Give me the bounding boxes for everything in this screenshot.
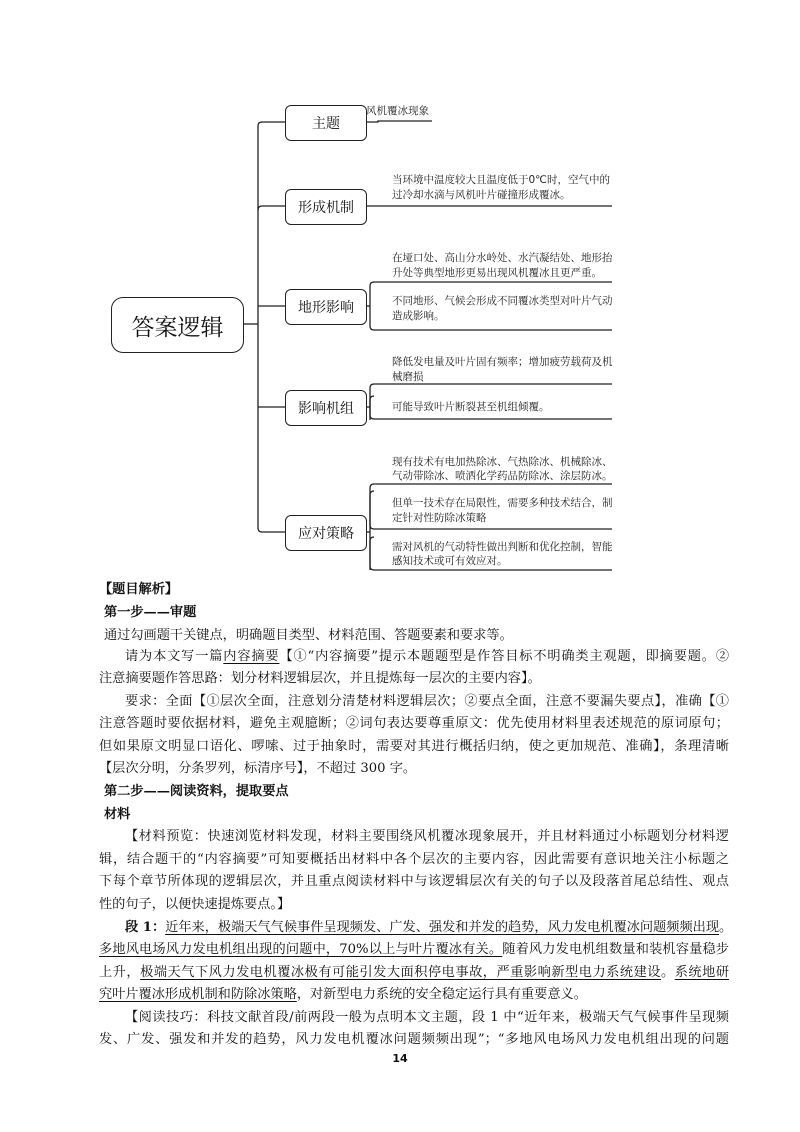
leaf-terrain-a1: 在垭口处、高山分水岭处、水汽凝结处、地形抬 bbox=[392, 252, 613, 264]
leaf-strategy-b1: 但单一技术存在局限性，需要多种技术结合，制 bbox=[392, 497, 613, 509]
paragraph-3-line-4: 【层次分明，分条罗列，标清序号】，不超过 300 字。 bbox=[99, 761, 417, 776]
leaf-terrain-b1: 不同地形、气候会形成不同覆冰类型对叶片气动 bbox=[392, 295, 613, 307]
paragraph-4-line-2: 辑，结合题干的“内容摘要”可知要概括出材料中各个层次的主要内容，因此需要有意识地关注小标题之 bbox=[99, 852, 729, 867]
paragraph-4-line-4: 性的句子，以便快速提炼要点。】 bbox=[99, 897, 291, 912]
key-term-content-summary: 内容摘要 bbox=[223, 649, 280, 664]
node-strategy: 应对策略 bbox=[285, 515, 367, 551]
leaf-strategy-c2: 感知技术或可有效应对。 bbox=[392, 555, 508, 567]
node-unit-impact: 影响机组 bbox=[285, 390, 367, 426]
leaf-terrain-a2: 升处等典型地形更易出现风机覆冰且更严重。 bbox=[392, 267, 602, 279]
paragraph-3-line-1: 要求：全面【①层次全面，注意划分清楚材料逻辑层次；②要点全面，注意不要漏失要点】，准确【① bbox=[125, 694, 729, 709]
leaf-strategy-c1: 需对风机的气动特性做出判断和优化控制，智能 bbox=[392, 541, 613, 553]
paragraph-1: 通过勾画题干关键点，明确题目类型、材料范围、答题要素和要求等。 bbox=[104, 628, 513, 643]
paragraph-2-line-2: 注意摘要题作答思路：划分材料逻辑层次，并且提炼每一层次的主要内容】。 bbox=[99, 671, 541, 686]
leaf-mechanism-1: 当环境中温度较大且温度低于0℃时，空气中的 bbox=[392, 174, 610, 186]
paragraph-2-line-1: 请为本文写一篇内容摘要【①“内容摘要”提示本题题型是作答目标不明确类主观题，即摘要题。② bbox=[125, 649, 730, 664]
leaf-topic: 风机覆冰现象 bbox=[366, 105, 429, 117]
step1-heading: 第一步——审题 bbox=[104, 605, 197, 620]
leaf-impact-b1: 可能导致叶片断裂甚至机组倾覆。 bbox=[392, 401, 550, 413]
leaf-strategy-a2: 气动带除冰、喷洒化学药品防除冰、涂层防冰。 bbox=[392, 470, 613, 482]
paragraph-5-line-2: 多地风电场风力发电机组出现的问题中，70%以上与叶片覆冰有关。随着风力发电机组数量和装机容量稳步 bbox=[99, 942, 729, 957]
node-formation-mechanism: 形成机制 bbox=[285, 189, 367, 225]
paragraph-3-line-3: 但如果原文明显口语化、啰嗦、过于抽象时，需要对其进行概括归纳，使之更加规范、准确】，条理清晰 bbox=[99, 739, 729, 754]
paragraph-5-line-4: 究叶片覆冰形成机制和防除冰策略，对新型电力系统的安全稳定运行具有重要意义。 bbox=[99, 987, 587, 1002]
mindmap-root: 答案逻辑 bbox=[111, 297, 244, 353]
paragraph-5-line-1: 段 1：近年来，极端天气气候事件呈现频发、广发、强发和并发的趋势，风力发电机覆冰问题频频出现。 bbox=[125, 920, 733, 935]
leaf-terrain-b2: 造成影响。 bbox=[392, 310, 445, 322]
paragraph-6-line-2: 发、广发、强发和并发的趋势，风力发电机覆冰问题频频出现”；“多地风电场风力发电机组出现的问题 bbox=[99, 1032, 729, 1047]
node-topic: 主题 bbox=[285, 105, 367, 141]
leaf-impact-a2: 械磨损 bbox=[392, 371, 424, 383]
material-heading: 材料 bbox=[104, 807, 131, 822]
paragraph-6-line-1: 【阅读技巧：科技文献首段/前两段一般为点明本文主题，段 1 中“近年来，极端天气气候事件呈现频 bbox=[125, 1010, 729, 1025]
leaf-mechanism-2: 过冷却水滴与风机叶片碰撞形成覆冰。 bbox=[392, 189, 571, 201]
paragraph-5-line-3: 上升，极端天气下风力发电机覆冰极有可能引发大面积停电事故，严重影响新型电力系统建设。系统地研 bbox=[99, 965, 730, 980]
step2-heading: 第二步——阅读资料，提取要点 bbox=[104, 784, 289, 799]
leaf-strategy-a1: 现有技术有电加热除冰、气热除冰、机械除冰、 bbox=[392, 456, 613, 468]
paragraph-4-line-1: 【材料预览：快速浏览材料发现，材料主要围绕风机覆冰现象展开，并且材料通过小标题划分材料逻 bbox=[125, 829, 729, 844]
section-header: 【题目解析】 bbox=[99, 582, 179, 597]
paragraph-4-line-3: 下每个章节所体现的逻辑层次，并且重点阅读材料中与该逻辑层次有关的句子以及段落首尾总结性、观点 bbox=[99, 874, 729, 889]
leaf-strategy-b2: 定针对性防除冰策略 bbox=[392, 512, 487, 524]
node-terrain-influence: 地形影响 bbox=[285, 289, 367, 325]
paragraph-3-line-2: 注意答题时要依据材料，避免主观臆断；②词句表达要尊重原文：优先使用材料里表述规范的原词原句； bbox=[99, 716, 729, 731]
page-number: 14 bbox=[392, 1052, 408, 1065]
leaf-impact-a1: 降低发电量及叶片固有频率；增加疲劳载荷及机 bbox=[392, 356, 613, 368]
paragraph-label: 段 1： bbox=[125, 920, 166, 935]
